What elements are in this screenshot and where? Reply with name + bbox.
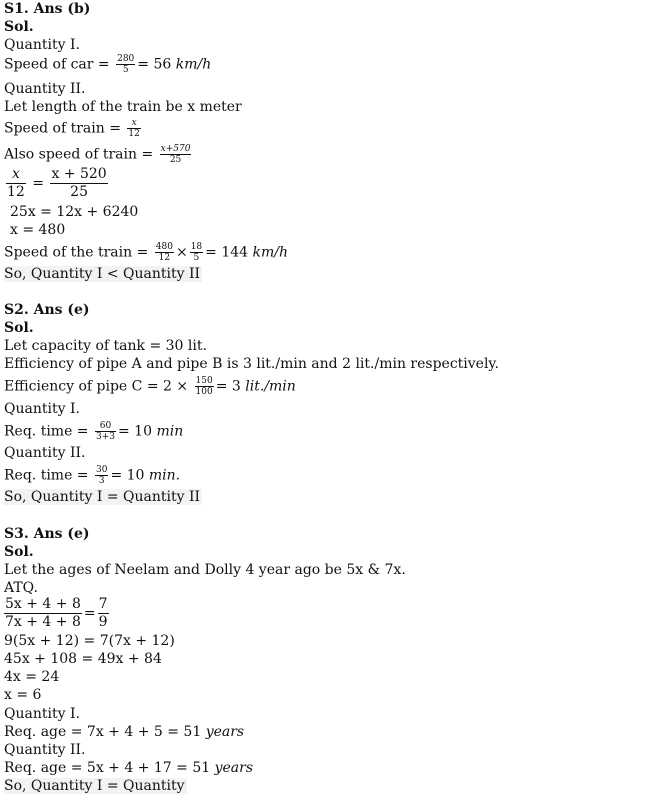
fraction (95, 465, 108, 486)
unit: km/h (252, 244, 288, 261)
fraction (98, 596, 109, 631)
denominator: 100 (195, 387, 213, 397)
label: Efficiency of pipe C = 2 × (4, 378, 193, 395)
s3-quantity-1: Quantity I. (4, 706, 80, 722)
fraction (4, 596, 82, 631)
s3-conclusion (4, 777, 187, 795)
unit: years (205, 724, 245, 740)
label: Speed of car = (4, 56, 115, 73)
numerator: x (127, 118, 140, 129)
s3-heading: S3. Ans (e) (4, 526, 90, 542)
label: Also speed of train = (4, 146, 158, 163)
s1-speed-of-train (4, 118, 143, 139)
fraction (50, 166, 107, 201)
s2-quantity-1: Quantity I. (4, 401, 80, 417)
s2-efficiency-ab: Efficiency of pipe A and pipe B is 3 lit./min and 2 lit./min respectively. (4, 356, 499, 372)
numerator: 150 (195, 376, 213, 386)
s3-equation-2: 45x + 108 = 49x + 84 (4, 651, 162, 667)
s3-let-ages: Let the ages of Neelam and Dolly 4 year ago be 5x & 7x. (4, 562, 406, 578)
s3-sol-label: Sol. (4, 544, 34, 560)
numerator: x+570 (160, 144, 191, 154)
denominator: 3 (98, 476, 105, 486)
s3-req-age-2 (4, 759, 253, 777)
denominator: 9 (98, 614, 108, 630)
denominator: 12 (7, 184, 25, 200)
expression: 5x + 4 + 17 = 51 (86, 760, 215, 776)
s1-equation-fractions: $\frac{x}{12}$ = $\frac{x + 520}{25}$ (7, 166, 107, 200)
result: = 144 (205, 244, 253, 261)
expression: 7x + 4 + 5 = 51 (86, 724, 206, 740)
numerator: 30 (95, 465, 108, 475)
fraction (127, 118, 140, 139)
s1-quantity-2: Quantity II. (4, 81, 86, 97)
numerator: 18 (190, 242, 203, 252)
fraction (155, 242, 174, 263)
fraction (190, 242, 203, 263)
s2-heading: S2. Ans (e) (4, 302, 90, 318)
s2-quantity-2: Quantity II. (4, 445, 86, 461)
result: = 10 (110, 467, 149, 484)
s3-quantity-2: Quantity II. (4, 742, 86, 758)
s2-conclusion (4, 488, 202, 506)
fraction (6, 166, 26, 201)
label: Req. time = (4, 423, 93, 440)
conclusion-text: So, Quantity I = Quantity II (4, 489, 201, 505)
s1-quantity-1: Quantity I. (4, 37, 80, 53)
s2-sol-label: Sol. (4, 320, 34, 336)
label: Req. age = (4, 724, 87, 740)
s1-speed-of-the-train: Speed of the train = $\frac{480}{12}$ × $\frac{18}{5}$ = 144 km/h (4, 242, 288, 263)
denominator: 5 (193, 253, 200, 263)
s1-also-speed (4, 144, 193, 165)
s1-conclusion (4, 265, 202, 283)
s1-let-length: Let length of the train be x meter (4, 99, 242, 115)
numerator: 480 (155, 242, 173, 252)
s1-equation-2: 25x = 12x + 6240 (10, 204, 139, 220)
unit: lit./min (245, 378, 296, 395)
numerator: 7 (98, 596, 108, 612)
conclusion-text: So, Quantity I < Quantity II (4, 266, 201, 282)
s3-equation-4: x = 6 (4, 687, 42, 703)
numerator: 280 (117, 54, 135, 64)
s2-capacity: Let capacity of tank = 30 lit. (4, 338, 207, 354)
result: = 10 (117, 423, 157, 440)
unit: years (214, 760, 254, 776)
s3-equation-fractions: $\frac{5x + 4 + 8}{7x + 4 + 8}$ = $\frac{7}{9}$ (5, 596, 108, 630)
unit: min. (148, 467, 181, 484)
denominator: 25 (169, 155, 182, 165)
fraction (116, 54, 135, 75)
denominator: 25 (70, 184, 88, 200)
s2-efficiency-c (4, 376, 296, 397)
fraction (95, 421, 116, 442)
fraction (195, 376, 214, 397)
numerator: x + 520 (51, 166, 107, 182)
denominator: 5 (122, 65, 129, 75)
label: Req. age = (4, 760, 87, 776)
s1-equation-3: x = 480 (10, 222, 66, 238)
numerator: 60 (95, 421, 116, 432)
numerator: x (6, 166, 26, 184)
denominator: 12 (128, 129, 140, 139)
label: Speed of the train = (4, 244, 153, 261)
s3-req-age-1 (4, 723, 244, 741)
denominator: 7x + 4 + 8 (5, 614, 81, 630)
s1-speed-of-car (4, 54, 211, 75)
s3-atq: ATQ. (4, 580, 38, 596)
s1-sol-label: Sol. (4, 19, 34, 35)
result: = 3 (215, 378, 246, 395)
s1-heading: S1. Ans (b) (4, 1, 91, 17)
label: Speed of train = (4, 120, 126, 137)
denominator: 3+3 (95, 432, 115, 442)
numerator: 5x + 4 + 8 (5, 596, 81, 612)
s3-equation-3: 4x = 24 (4, 669, 60, 685)
fraction (160, 144, 192, 165)
unit: min (156, 423, 184, 440)
unit: km/h (175, 56, 212, 73)
s2-req-time-2 (4, 465, 180, 486)
s2-req-time-1 (4, 421, 183, 442)
conclusion-text: So, Quantity I = Quantity (4, 778, 185, 794)
denominator: 12 (158, 253, 171, 263)
result: = 56 (137, 56, 176, 73)
label: Req. time = (4, 467, 93, 484)
s3-equation-1: 9(5x + 12) = 7(7x + 12) (4, 633, 175, 649)
